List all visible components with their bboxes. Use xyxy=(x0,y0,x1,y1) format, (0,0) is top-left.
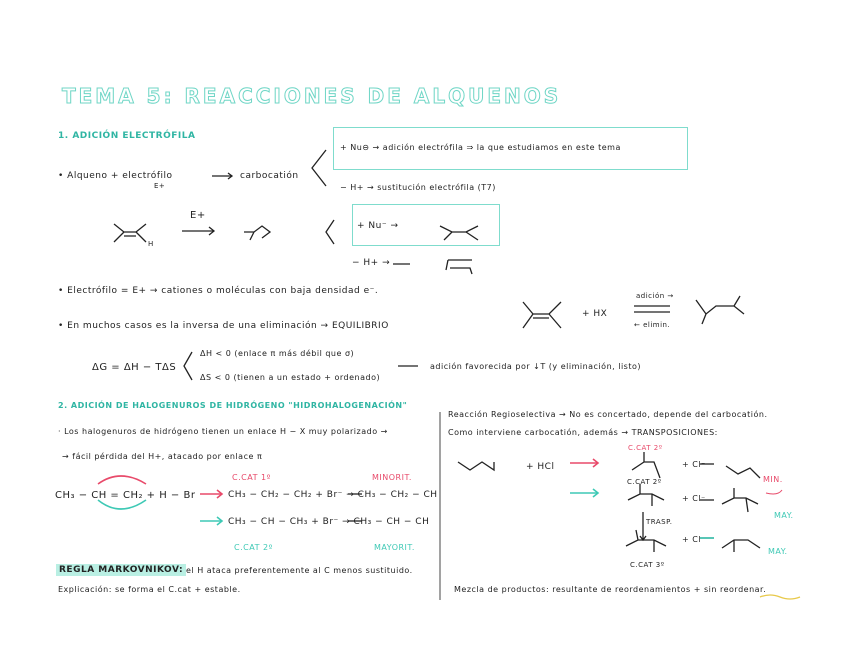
major-product-structure-2 xyxy=(722,540,760,552)
option-addition: + Nu⊖ → adición electrófila ⇒ la que estudiamos en este tema xyxy=(340,143,621,152)
plus-hx: + HX xyxy=(582,309,608,319)
wavy-underline xyxy=(760,595,800,599)
primary-carbocation-label: C.CAT 1º xyxy=(232,473,271,482)
substitution-product-structure xyxy=(446,260,472,274)
minor-underline xyxy=(766,490,782,494)
rearrangement-alkene xyxy=(458,462,494,470)
secondary-carbocation-label: C.CAT 2º xyxy=(234,543,273,552)
chloride-2: + Cl⁻ xyxy=(682,494,706,503)
branch-brace xyxy=(312,150,326,186)
transposition-note: Como interviene carbocatión, además → TRANSPOSICIONES: xyxy=(448,428,718,437)
electron-arrow-green xyxy=(98,500,146,509)
scheme-hydrogen: H xyxy=(148,240,154,248)
hx-polarized: · Los halogenuros de hidrógeno tienen un enlace H − X muy polarizado → xyxy=(58,427,388,436)
electrophile-definition: • Electrófilo = E+ → cationes o moléculas con baja densidad e⁻. xyxy=(58,286,379,296)
gibbs-equation: ΔG = ΔH − TΔS xyxy=(92,362,177,373)
alkene-electrophile: • Alqueno + electrófilo xyxy=(58,171,173,181)
addition-arrow-label: adición → xyxy=(636,292,674,300)
carbocation-structure xyxy=(244,226,270,240)
scheme-electrophile: E+ xyxy=(190,210,206,221)
ccat2-structure-mid xyxy=(628,484,664,506)
rearr-ccat3: C.CAT 3º xyxy=(630,561,665,569)
gibbs-brace xyxy=(184,352,192,380)
option-substitution: − H+ → sustitución electrófila (T7) xyxy=(340,183,496,192)
enthalpy-note: ΔH < 0 (enlace π más débil que σ) xyxy=(200,349,355,358)
rearr-ccat2-middle: C.CAT 2º xyxy=(627,478,662,486)
chloride-1: + Cl⁻ xyxy=(682,460,706,469)
plus-hcl: + HCl xyxy=(526,462,555,472)
entropy-note: ΔS < 0 (tienen a un estado + ordenado) xyxy=(200,373,381,382)
major-product-structure-1 xyxy=(722,488,758,512)
equilibrium-note: • En muchos casos es la inversa de una eliminación → EQUILIBRIO xyxy=(58,321,389,331)
h-loss: → fácil pérdida del H+, atacado por enlace π xyxy=(62,452,263,461)
product-mixture: Mezcla de productos: resultante de reordenamientos + sin reordenar. xyxy=(454,585,767,594)
markovnikov-rule-title: REGLA MARKOVNIKOV: xyxy=(56,564,186,576)
minor-label: MIN. xyxy=(763,475,783,484)
scheme-nucleophile: + Nu⁻ → xyxy=(357,221,399,231)
section1-heading: 1. ADICIÓN ELECTRÓFILA xyxy=(58,131,196,141)
major-label-2: MAY. xyxy=(768,547,788,556)
chloride-3: + Cl⁻ xyxy=(682,535,706,544)
primary-pathway: CH₃ − CH₂ − CH₂ + Br⁻ → CH₃ − CH₂ − CH xyxy=(228,490,438,500)
scheme-minus-h: − H+ → xyxy=(352,258,391,268)
minor-product-label: MINORIT. xyxy=(372,473,412,482)
markovnikov-rule-text: el H ataca preferentemente al C menos sustituido. xyxy=(186,566,413,575)
transposition-label: TRASP. xyxy=(646,518,673,526)
carbocation-label: carbocatión xyxy=(240,171,299,181)
major-label-1: MAY. xyxy=(774,511,794,520)
ccat2-structure-top xyxy=(632,452,660,478)
favored-addition: adición favorecida por ↓T (y eliminación, listo) xyxy=(430,362,641,371)
rearr-ccat2-top: C.CAT 2º xyxy=(628,444,663,452)
electrophile-symbol: E+ xyxy=(154,182,166,190)
secondary-pathway: CH₃ − CH − CH₃ + Br⁻ → CH₃ − CH − CH xyxy=(228,517,430,527)
regioselective-note: Reacción Regioselectiva → No es concertado, depende del carbocatión. xyxy=(448,410,768,419)
ccat3-structure xyxy=(626,530,666,552)
section2-heading: 2. ADICIÓN DE HALOGENUROS DE HIDRÓGENO "HIDROHALOGENACIÓN" xyxy=(58,401,408,410)
markovnikov-explanation: Explicación: se forma el C.cat + estable. xyxy=(58,585,241,594)
major-product-label: MAYORIT. xyxy=(374,543,415,552)
minor-product-structure xyxy=(726,466,760,478)
page-title: TEMA 5: REACCIONES DE ALQUENOS xyxy=(62,84,562,108)
addition-product-structure xyxy=(440,226,478,240)
branch-brace-2 xyxy=(326,220,334,244)
elimination-arrow-label: ← elimin. xyxy=(634,321,671,329)
equilibrium-alkane xyxy=(696,296,744,324)
propene-hbr: CH₃ − CH = CH₂ + H − Br xyxy=(55,490,196,501)
electron-arrow-red xyxy=(98,476,146,484)
alkene-structure xyxy=(114,224,146,242)
equilibrium-alkene xyxy=(523,302,561,328)
